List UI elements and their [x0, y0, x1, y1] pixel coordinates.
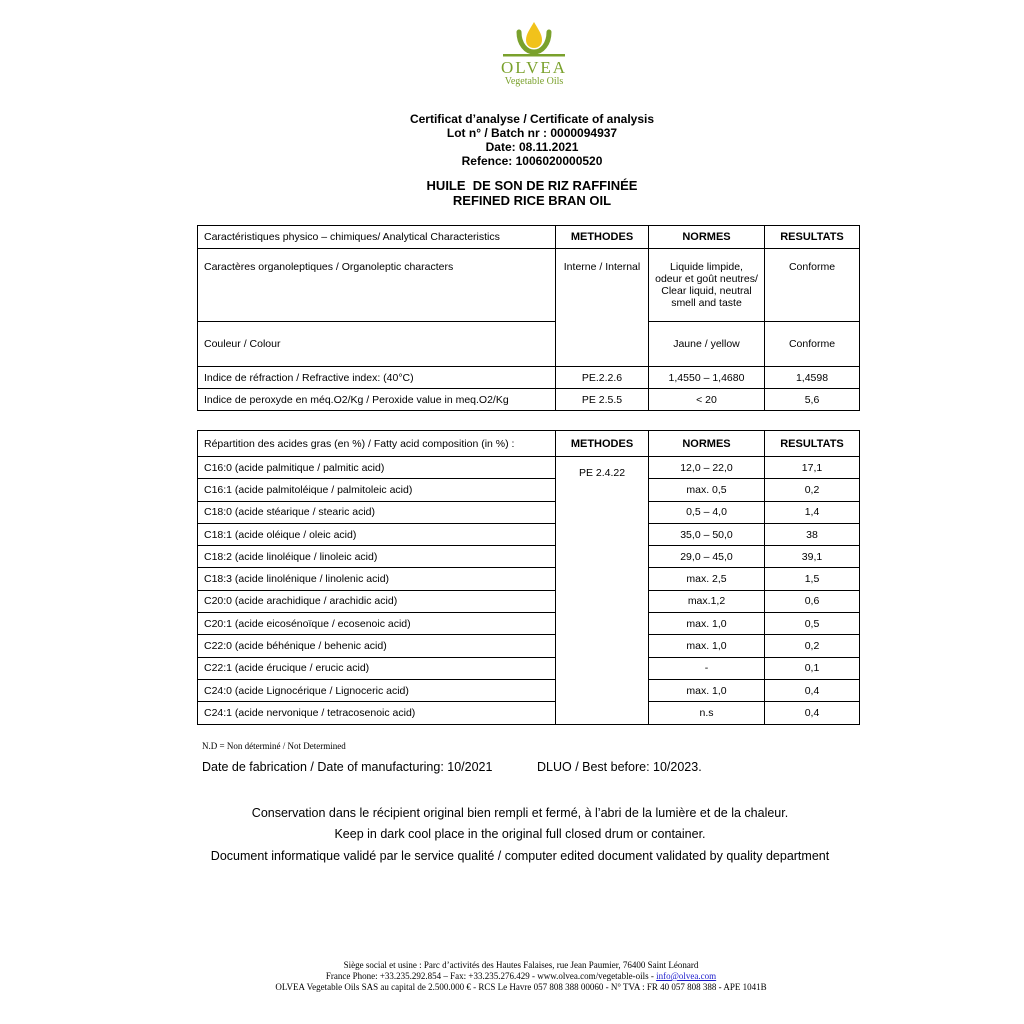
footer-contact: [0, 971, 1024, 981]
table-row: [198, 523, 860, 545]
table-row: [198, 613, 860, 635]
certificate-date: Date: 08.11.2021: [485, 140, 579, 154]
table-row: [198, 546, 860, 568]
olvea-logo: [492, 20, 576, 98]
certificate-header: [0, 112, 1024, 168]
norm-cell: n.s: [649, 702, 765, 724]
norm-cell: max. 0,5: [649, 479, 765, 501]
norm-cell: max. 1,0: [649, 613, 765, 635]
method-cell: Interne / Internal: [556, 249, 649, 367]
column-header: NORMES: [649, 431, 765, 457]
row-label: C24:1 (acide nervonique / tetracosenoic acid): [198, 702, 556, 724]
footer-company: OLVEA Vegetable Oils SAS au capital de 2.500.000 € - RCS Le Havre 057 808 388 00060 - N° TVA : FR 40 057 808 388 - APE 1041B: [275, 982, 767, 992]
row-label: Caractères organoleptiques / Organoleptic characters: [198, 249, 556, 322]
column-header: Répartition des acides gras (en %) / Fatty acid composition (in %) :: [198, 431, 556, 457]
row-label: Indice de peroxyde en méq.O2/Kg / Peroxide value in meq.O2/Kg: [198, 389, 556, 411]
table-row: [198, 501, 860, 523]
norm-line: Liquide limpide,: [670, 261, 743, 273]
table-row: [198, 479, 860, 501]
table-row: [198, 702, 860, 724]
certificate-title: Certificat d’analyse / Certificate of analysis: [409, 112, 655, 126]
method-cell: PE 2.5.5: [556, 389, 649, 411]
result-cell: 0,4: [765, 702, 860, 724]
result-cell: 1,5: [765, 568, 860, 590]
result-cell: 0,2: [765, 479, 860, 501]
table-header-row: [198, 431, 860, 457]
result-cell: 0,5: [765, 613, 860, 635]
norm-cell: max. 1,0: [649, 679, 765, 701]
product-name-en: REFINED RICE BRAN OIL: [452, 193, 612, 208]
norm-cell: -: [649, 657, 765, 679]
row-label: C22:1 (acide érucique / erucic acid): [198, 657, 556, 679]
row-label: C16:0 (acide palmitique / palmitic acid): [198, 457, 556, 479]
product-title: [0, 178, 1024, 208]
result-cell: 0,4: [765, 679, 860, 701]
nd-note: N.D = Non déterminé / Not Determined: [202, 741, 346, 751]
column-header: Caractéristiques physico – chimiques/ Analytical Characteristics: [198, 226, 556, 249]
row-label: C18:1 (acide oléique / oleic acid): [198, 523, 556, 545]
brand-name: OLVEA: [500, 58, 568, 77]
column-header: RESULTATS: [765, 226, 860, 249]
table-row: [198, 635, 860, 657]
norm-line: Clear liquid, neutral: [661, 285, 752, 297]
column-header: NORMES: [649, 226, 765, 249]
brand-tagline: Vegetable Oils: [504, 76, 564, 87]
batch-number: Lot n° / Batch nr : 0000094937: [446, 126, 618, 140]
norm-cell: 1,4550 – 1,4680: [649, 367, 765, 389]
table-row: [198, 249, 860, 322]
result-cell: 38: [765, 523, 860, 545]
row-label: C20:1 (acide eicosénoïque / ecosenoic acid): [198, 613, 556, 635]
column-header: METHODES: [556, 226, 649, 249]
result-cell: 5,6: [765, 389, 860, 411]
method-cell: PE 2.4.22: [556, 457, 649, 725]
row-label: C24:0 (acide Lignocérique / Lignoceric acid): [198, 679, 556, 701]
table-row: [198, 389, 860, 411]
table-row: [198, 367, 860, 389]
footer-phone-fax: France Phone: +33.235.292.854 – Fax: +33.235.276.429 - www.olvea.com/vegetable-oils -: [325, 971, 657, 981]
fatty-acid-table: [197, 430, 860, 725]
norm-cell: [649, 249, 765, 322]
result-cell: 0,1: [765, 657, 860, 679]
row-label: C22:0 (acide béhénique / behenic acid): [198, 635, 556, 657]
row-label: Indice de réfraction / Refractive index: (40°C): [198, 367, 556, 389]
conservation-line: Keep in dark cool place in the original full closed drum or container.: [334, 827, 706, 841]
norm-cell: 0,5 – 4,0: [649, 501, 765, 523]
norm-cell: 12,0 – 22,0: [649, 457, 765, 479]
table-row: [198, 590, 860, 612]
norm-cell: < 20: [649, 389, 765, 411]
column-header: RESULTATS: [765, 431, 860, 457]
email-link[interactable]: info@olvea.com: [656, 971, 717, 981]
norm-cell: Jaune / yellow: [649, 322, 765, 367]
row-label: C16:1 (acide palmitoléique / palmitoleic acid): [198, 479, 556, 501]
physico-chemical-table: [197, 225, 860, 411]
norm-cell: 35,0 – 50,0: [649, 523, 765, 545]
table-row: [198, 657, 860, 679]
table-row: [198, 457, 860, 479]
row-label: C18:3 (acide linolénique / linolenic acid): [198, 568, 556, 590]
norm-cell: max.1,2: [649, 590, 765, 612]
norm-line: odeur et goût neutres/: [655, 273, 758, 285]
validation-line: Document informatique validé par le service qualité / computer edited document validated by quality department: [210, 849, 830, 863]
norm-cell: max. 1,0: [649, 635, 765, 657]
oil-drop-icon: [499, 20, 569, 58]
table-row: [198, 679, 860, 701]
result-cell: 17,1: [765, 457, 860, 479]
row-label: Couleur / Colour: [198, 322, 556, 367]
best-before-date: DLUO / Best before: 10/2023.: [537, 760, 702, 774]
footer-address: Siège social et usine : Parc d’activités des Hautes Falaises, rue Jean Paumier, 76400 Saint Léonard: [343, 960, 699, 970]
table-row: [198, 568, 860, 590]
result-cell: Conforme: [765, 249, 860, 322]
table-row: [198, 322, 860, 367]
result-cell: 39,1: [765, 546, 860, 568]
result-cell: 0,2: [765, 635, 860, 657]
conservation-line: Conservation dans le récipient original bien rempli et fermé, à l’abri de la lumière et de la chaleur.: [251, 806, 789, 820]
product-name-fr: HUILE DE SON DE RIZ RAFFINÉE: [426, 178, 638, 193]
norm-cell: max. 2,5: [649, 568, 765, 590]
norm-line: smell and taste: [671, 297, 742, 309]
table-header-row: [198, 226, 860, 249]
norm-cell: 29,0 – 45,0: [649, 546, 765, 568]
column-header: METHODES: [556, 431, 649, 457]
result-cell: 1,4598: [765, 367, 860, 389]
result-cell: Conforme: [765, 322, 860, 367]
method-cell: PE.2.2.6: [556, 367, 649, 389]
row-label: C20:0 (acide arachidique / arachidic acid): [198, 590, 556, 612]
result-cell: 1,4: [765, 501, 860, 523]
result-cell: 0,6: [765, 590, 860, 612]
reference-number: Refence: 1006020000520: [461, 154, 603, 168]
row-label: C18:2 (acide linoléique / linoleic acid): [198, 546, 556, 568]
manufacturing-date: Date de fabrication / Date of manufacturing: 10/2021: [202, 760, 493, 774]
row-label: C18:0 (acide stéarique / stearic acid): [198, 501, 556, 523]
